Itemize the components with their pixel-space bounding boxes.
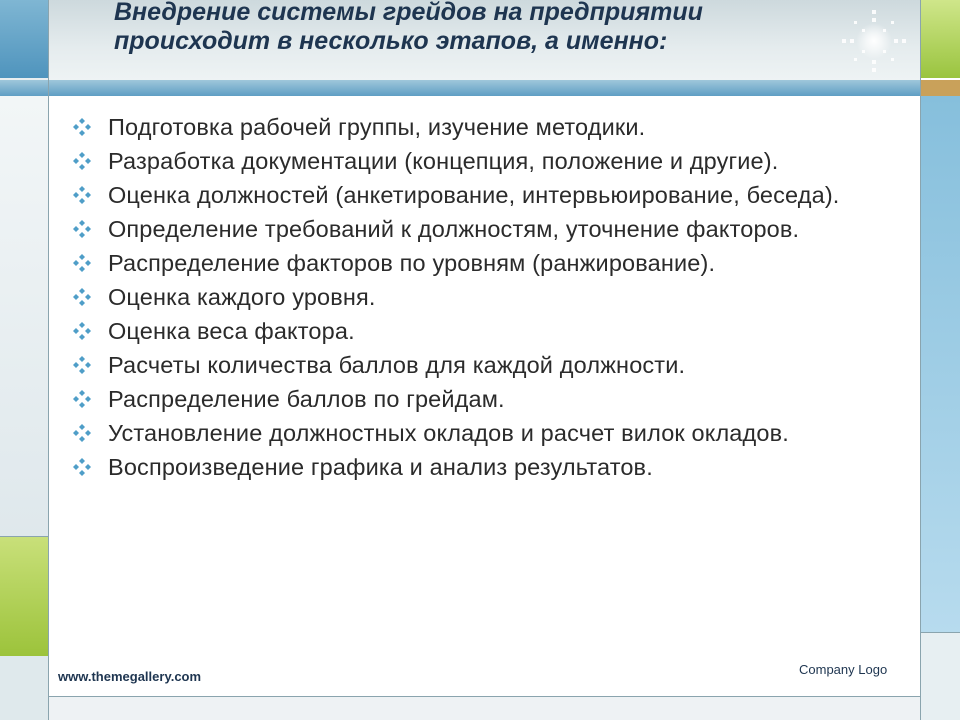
list-item	[72, 418, 892, 449]
slide-title: Внедрение системы грейдов на предприятии происходит в несколько этапов, а именно:	[114, 0, 703, 55]
list-item	[72, 180, 892, 211]
list-item-text: Оценка каждого уровня.	[108, 284, 376, 310]
four-diamond-bullet-icon	[72, 151, 92, 171]
list-item	[72, 350, 892, 381]
list-item-text: Подготовка рабочей группы, изучение методики.	[108, 114, 646, 140]
list-item-text: Расчеты количества баллов для каждой должности.	[108, 352, 686, 378]
divider-right-pale	[920, 632, 960, 633]
divider-left	[48, 0, 49, 720]
list-item-text: Разработка документации (концепция, положение и другие).	[108, 148, 779, 174]
four-diamond-bullet-icon	[72, 457, 92, 477]
footer-band	[48, 696, 920, 720]
list-item-text: Распределение факторов по уровням (ранжирование).	[108, 250, 716, 276]
list-item-text: Установление должностных окладов и расчет вилок окладов.	[108, 420, 789, 446]
four-diamond-bullet-icon	[72, 117, 92, 137]
list-item-text: Оценка веса фактора.	[108, 318, 355, 344]
company-logo: Company Logo	[799, 662, 888, 677]
four-diamond-bullet-icon	[72, 253, 92, 273]
header-stripe	[0, 80, 960, 96]
left-light-block	[0, 96, 48, 536]
four-diamond-bullet-icon	[72, 219, 92, 239]
right-blue-block	[920, 96, 960, 632]
list-item	[72, 384, 892, 415]
list-item-text: Оценка должностей (анкетирование, интервьюирование, беседа).	[108, 182, 840, 208]
divider-left-green	[0, 536, 48, 537]
header-stripe-gold	[920, 80, 960, 96]
left-blue-block	[0, 0, 48, 78]
list-item-text: Воспроизведение графика и анализ результатов.	[108, 454, 653, 480]
list-item	[72, 248, 892, 279]
four-diamond-bullet-icon	[72, 389, 92, 409]
four-diamond-bullet-icon	[72, 287, 92, 307]
list-item	[72, 146, 892, 177]
list-item	[72, 316, 892, 347]
right-pale-block	[920, 632, 960, 720]
left-pale-block	[0, 656, 48, 720]
list-item	[72, 214, 892, 245]
divider-footer	[48, 696, 920, 697]
list-item	[72, 282, 892, 313]
four-diamond-bullet-icon	[72, 355, 92, 375]
list-item-text: Определение требований к должностям, уточнение факторов.	[108, 216, 800, 242]
four-diamond-bullet-icon	[72, 423, 92, 443]
list-item	[72, 112, 892, 143]
stages-list	[72, 112, 892, 486]
footer-website: www.themegallery.com	[58, 669, 202, 684]
four-diamond-bullet-icon	[72, 321, 92, 341]
divider-right	[920, 0, 921, 720]
list-item	[72, 452, 892, 483]
sparkle-icon	[838, 8, 910, 74]
four-diamond-bullet-icon	[72, 185, 92, 205]
left-green-block	[0, 536, 48, 656]
right-green-block	[920, 0, 960, 78]
list-item-text: Распределение баллов по грейдам.	[108, 386, 505, 412]
